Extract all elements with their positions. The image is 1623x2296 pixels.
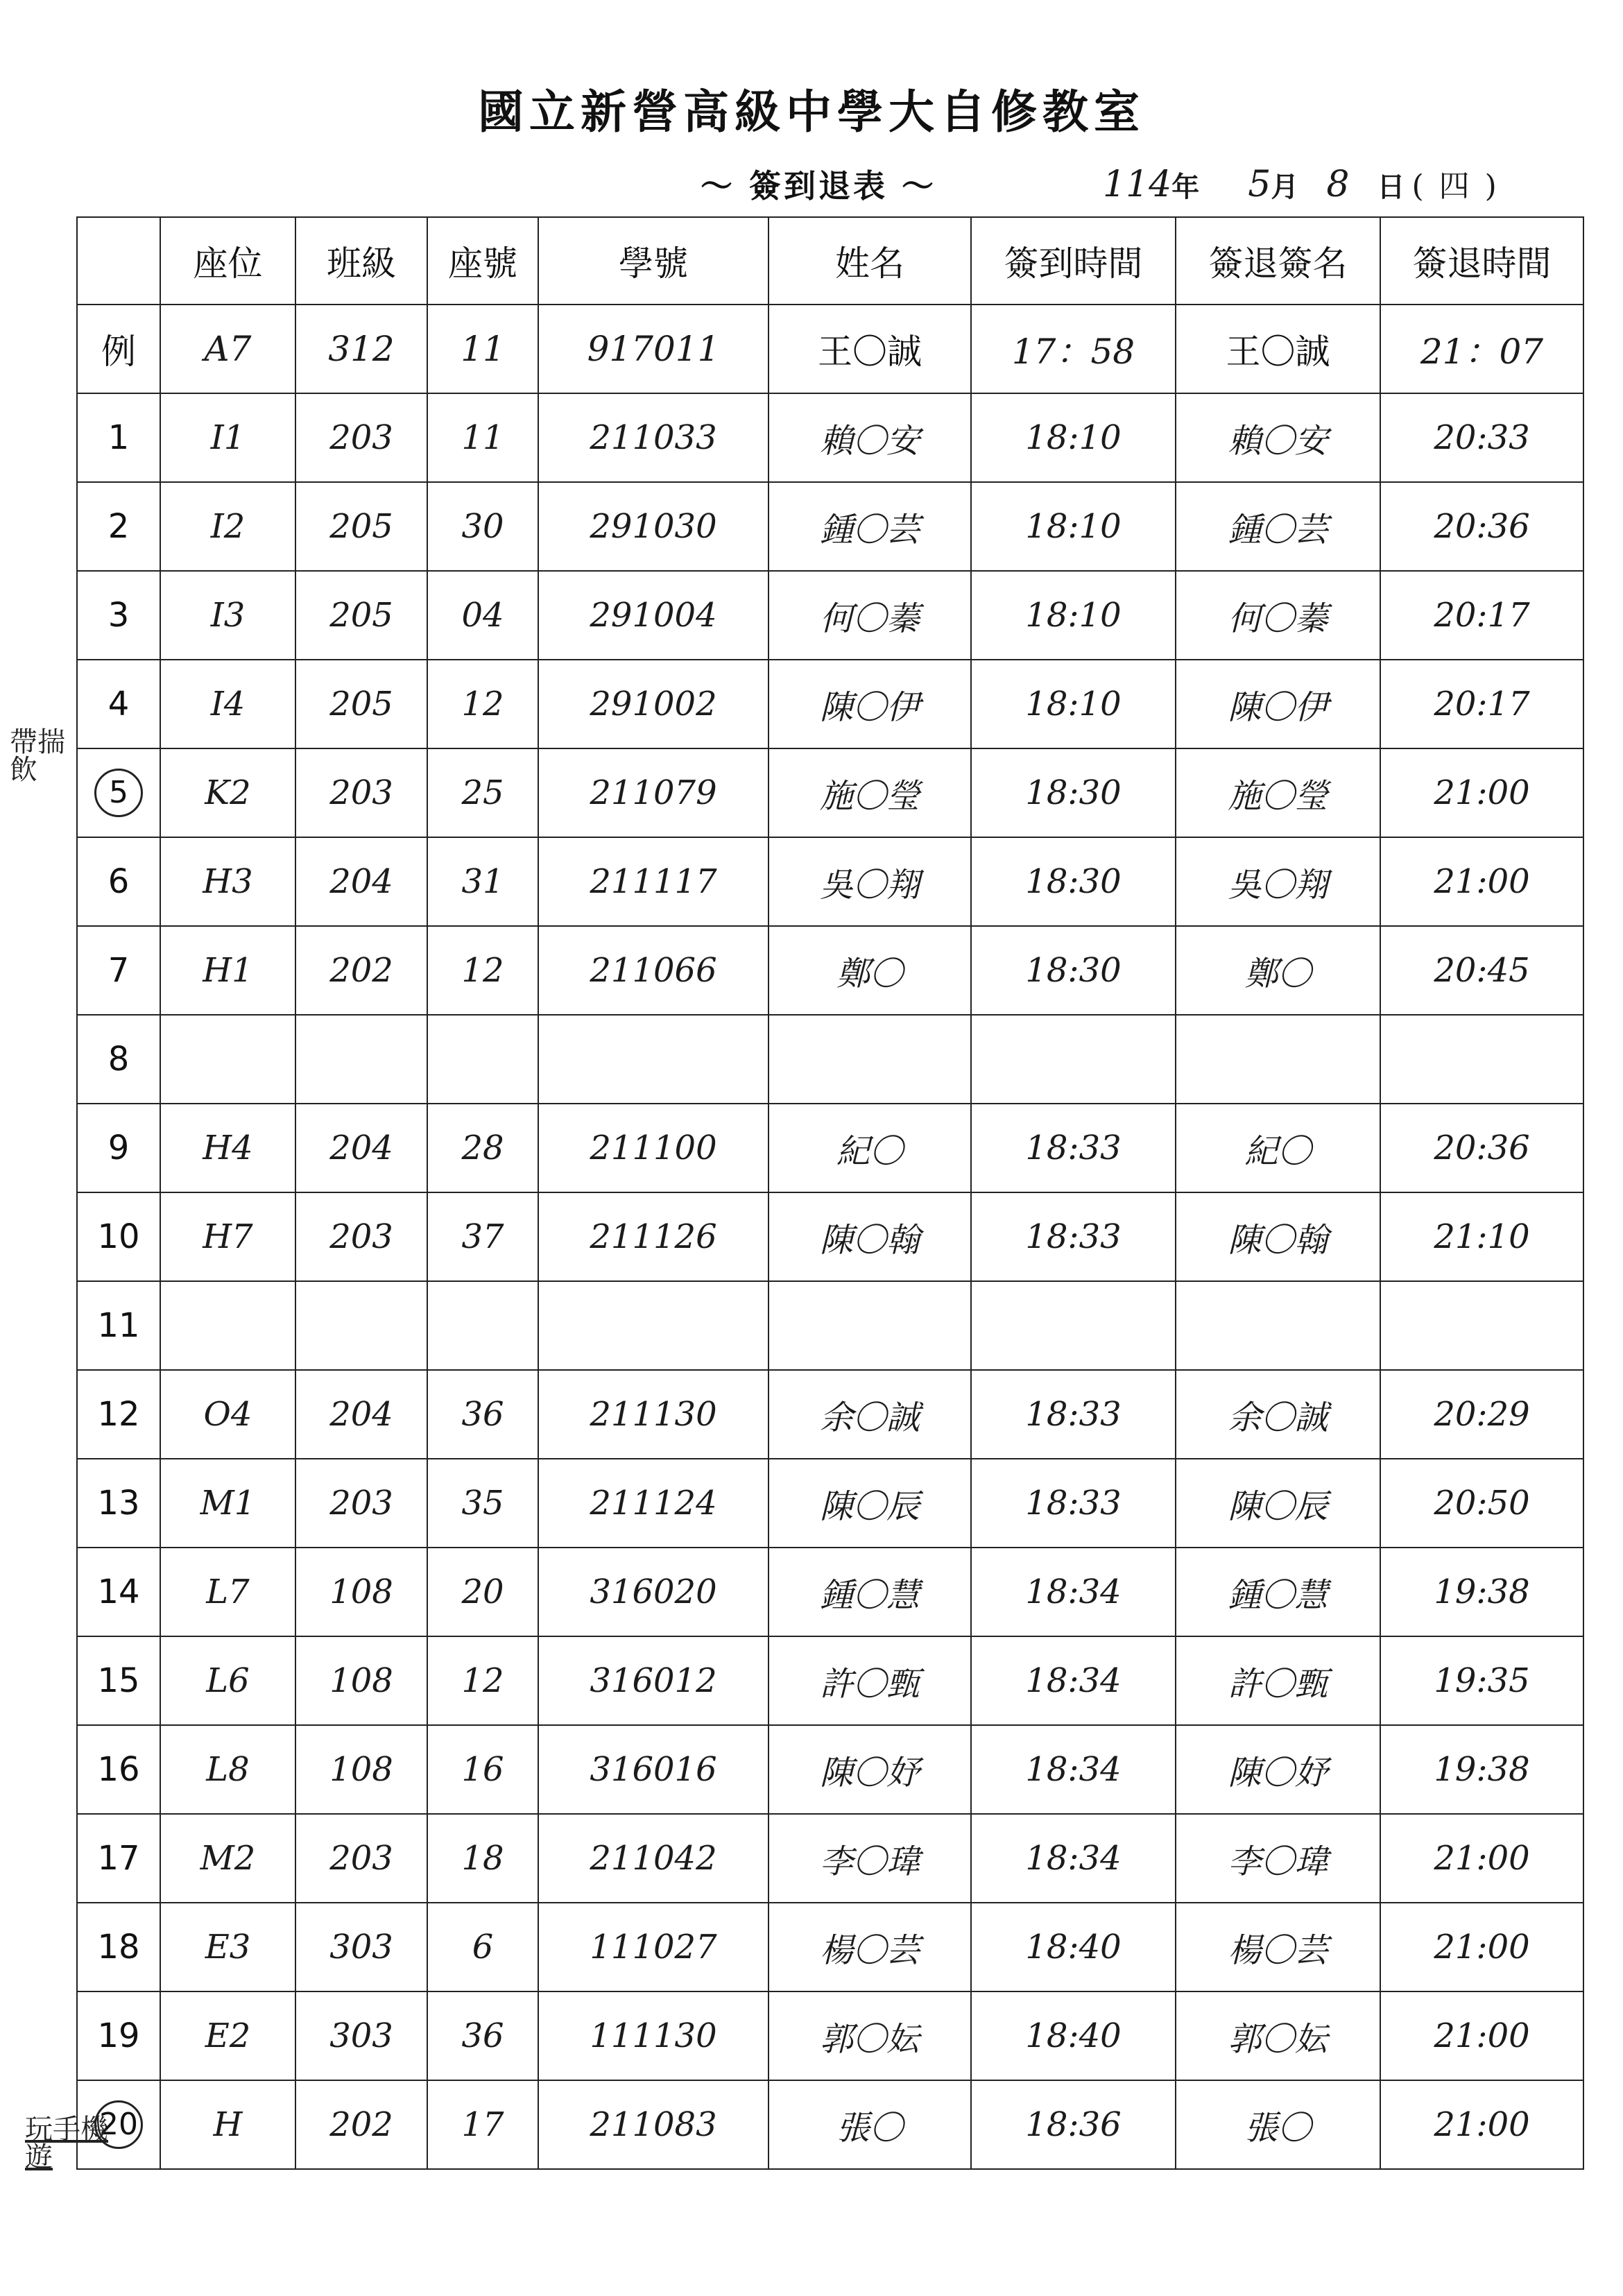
cell-seat: M2 — [160, 1814, 295, 1903]
cell-name: 余〇誠 — [768, 1370, 971, 1459]
cell-name: 陳〇伊 — [768, 660, 971, 748]
cell-checkin-time: 18:33 — [971, 1104, 1176, 1192]
signin-table — [76, 216, 1584, 2170]
cell-row-no: 19 — [77, 1991, 160, 2080]
cell-checkout-time: 21:10 — [1380, 1192, 1583, 1281]
cell-signout-signature: 鍾〇芸 — [1176, 482, 1380, 571]
cell-seat: H1 — [160, 926, 295, 1015]
cell-seat: L8 — [160, 1725, 295, 1814]
cell-checkout-time: 19:38 — [1380, 1548, 1583, 1636]
cell-student-id: 291030 — [538, 482, 768, 571]
cell-row-no: 6 — [77, 837, 160, 926]
cell-signout-signature: 賴〇安 — [1176, 393, 1380, 482]
cell-checkout-time: 21:00 — [1380, 2080, 1583, 2169]
cell-row-no: 14 — [77, 1548, 160, 1636]
cell-checkout-time: 20:29 — [1380, 1370, 1583, 1459]
cell-seat-no — [427, 1015, 538, 1104]
table-row — [77, 1370, 1583, 1459]
cell-seat — [160, 1281, 295, 1370]
table-row — [77, 926, 1583, 1015]
cell-seat — [160, 1015, 295, 1104]
cell-class — [295, 1015, 427, 1104]
example-class: 312 — [295, 305, 427, 393]
col-header-checkout: 簽退時間 — [1380, 217, 1583, 305]
table-row — [77, 1015, 1583, 1104]
cell-checkin-time: 18:30 — [971, 926, 1176, 1015]
cell-checkout-time: 20:50 — [1380, 1459, 1583, 1548]
cell-checkin-time: 18:34 — [971, 1725, 1176, 1814]
cell-checkout-time: 20:33 — [1380, 393, 1583, 482]
margin-note-row5: 帶揣飲 — [10, 726, 65, 786]
cell-signout-signature: 鄭〇 — [1176, 926, 1380, 1015]
cell-checkout-time: 20:17 — [1380, 660, 1583, 748]
table-row — [77, 1636, 1583, 1725]
cell-row-no: 4 — [77, 660, 160, 748]
cell-seat-no: 12 — [427, 660, 538, 748]
table-row — [77, 1814, 1583, 1903]
cell-class: 204 — [295, 837, 427, 926]
cell-class: 108 — [295, 1725, 427, 1814]
table-row — [77, 1459, 1583, 1548]
cell-student-id: 211100 — [538, 1104, 768, 1192]
cell-signout-signature: 何〇蓁 — [1176, 571, 1380, 660]
cell-signout-signature: 郭〇妘 — [1176, 1991, 1380, 2080]
cell-student-id: 211126 — [538, 1192, 768, 1281]
cell-student-id: 211079 — [538, 748, 768, 837]
cell-row-no: 12 — [77, 1370, 160, 1459]
cell-seat-no: 11 — [427, 393, 538, 482]
cell-class: 205 — [295, 571, 427, 660]
cell-checkin-time — [971, 1015, 1176, 1104]
cell-name — [768, 1281, 971, 1370]
col-header-class: 班級 — [295, 217, 427, 305]
cell-class: 204 — [295, 1370, 427, 1459]
cell-student-id: 211117 — [538, 837, 768, 926]
cell-student-id — [538, 1281, 768, 1370]
circled-row-number: 20 — [94, 2100, 143, 2149]
cell-class — [295, 1281, 427, 1370]
cell-signout-signature: 李〇瑋 — [1176, 1814, 1380, 1903]
example-student-id: 917011 — [538, 305, 768, 393]
date-month: 5 — [1248, 164, 1271, 205]
cell-name: 鍾〇慧 — [768, 1548, 971, 1636]
cell-name: 張〇 — [768, 2080, 971, 2169]
cell-seat-no: 20 — [427, 1548, 538, 1636]
cell-checkin-time: 18:34 — [971, 1636, 1176, 1725]
cell-checkin-time: 18:33 — [971, 1192, 1176, 1281]
cell-checkout-time: 20:36 — [1380, 482, 1583, 571]
cell-checkin-time — [971, 1281, 1176, 1370]
cell-seat: H4 — [160, 1104, 295, 1192]
cell-checkin-time: 18:33 — [971, 1370, 1176, 1459]
page-title: 國立新營高級中學大自修教室 — [478, 85, 1145, 139]
cell-signout-signature — [1176, 1281, 1380, 1370]
cell-row-no: 7 — [77, 926, 160, 1015]
cell-class: 205 — [295, 660, 427, 748]
cell-row-no: 11 — [77, 1281, 160, 1370]
cell-seat-no: 30 — [427, 482, 538, 571]
table-row — [77, 571, 1583, 660]
col-header-seat: 座位 — [160, 217, 295, 305]
cell-seat: E3 — [160, 1903, 295, 1991]
cell-row-no: 8 — [77, 1015, 160, 1104]
cell-name: 陳〇妤 — [768, 1725, 971, 1814]
cell-name: 紀〇 — [768, 1104, 971, 1192]
example-seat-no: 11 — [427, 305, 538, 393]
cell-checkin-time: 18:34 — [971, 1548, 1176, 1636]
date-line — [1103, 161, 1512, 205]
cell-row-no: 17 — [77, 1814, 160, 1903]
cell-student-id: 316012 — [538, 1636, 768, 1725]
cell-signout-signature: 施〇瑩 — [1176, 748, 1380, 837]
cell-row-no: 16 — [77, 1725, 160, 1814]
cell-seat: I1 — [160, 393, 295, 482]
cell-seat-no: 36 — [427, 1991, 538, 2080]
cell-class: 203 — [295, 748, 427, 837]
cell-checkin-time: 18:10 — [971, 393, 1176, 482]
date-weekday: (四) — [1411, 169, 1512, 204]
cell-seat-no: 6 — [427, 1903, 538, 1991]
cell-seat: I4 — [160, 660, 295, 748]
table-row — [77, 1991, 1583, 2080]
cell-row-no: 3 — [77, 571, 160, 660]
circled-row-number: 5 — [94, 769, 143, 817]
cell-seat-no: 31 — [427, 837, 538, 926]
cell-class: 203 — [295, 1459, 427, 1548]
cell-checkout-time: 21:00 — [1380, 837, 1583, 926]
cell-seat: H7 — [160, 1192, 295, 1281]
cell-seat-no: 12 — [427, 1636, 538, 1725]
cell-signout-signature: 陳〇辰 — [1176, 1459, 1380, 1548]
cell-seat-no: 25 — [427, 748, 538, 837]
cell-seat-no: 04 — [427, 571, 538, 660]
cell-seat-no: 37 — [427, 1192, 538, 1281]
cell-seat: H — [160, 2080, 295, 2169]
cell-checkout-time: 21:00 — [1380, 1903, 1583, 1991]
cell-name: 吳〇翔 — [768, 837, 971, 926]
cell-name: 陳〇辰 — [768, 1459, 971, 1548]
cell-checkout-time: 21:00 — [1380, 748, 1583, 837]
cell-student-id: 111130 — [538, 1991, 768, 2080]
table-row — [77, 1192, 1583, 1281]
cell-signout-signature: 陳〇翰 — [1176, 1192, 1380, 1281]
cell-student-id: 211083 — [538, 2080, 768, 2169]
col-header-student-id: 學號 — [538, 217, 768, 305]
cell-student-id: 211042 — [538, 1814, 768, 1903]
cell-checkin-time: 18:36 — [971, 2080, 1176, 2169]
cell-signout-signature: 紀〇 — [1176, 1104, 1380, 1192]
col-header-checkin: 簽到時間 — [971, 217, 1176, 305]
table-row — [77, 2080, 1583, 2169]
date-year: 114 — [1103, 164, 1172, 205]
cell-student-id: 211130 — [538, 1370, 768, 1459]
cell-seat-no: 28 — [427, 1104, 538, 1192]
cell-checkin-time: 18:30 — [971, 748, 1176, 837]
col-header-name: 姓名 — [768, 217, 971, 305]
cell-row-no: 15 — [77, 1636, 160, 1725]
cell-checkout-time: 21:00 — [1380, 1814, 1583, 1903]
cell-checkout-time: 19:35 — [1380, 1636, 1583, 1725]
cell-checkin-time: 18:40 — [971, 1903, 1176, 1991]
cell-row-no: 1 — [77, 393, 160, 482]
table-row — [77, 1903, 1583, 1991]
cell-checkin-time: 18:10 — [971, 482, 1176, 571]
cell-checkout-time: 20:36 — [1380, 1104, 1583, 1192]
cell-seat-no — [427, 1281, 538, 1370]
cell-row-no: 2 — [77, 482, 160, 571]
cell-checkout-time — [1380, 1281, 1583, 1370]
cell-signout-signature: 許〇甄 — [1176, 1636, 1380, 1725]
cell-checkin-time: 18:10 — [971, 571, 1176, 660]
cell-row-no: 18 — [77, 1903, 160, 1991]
cell-student-id: 211066 — [538, 926, 768, 1015]
date-year-unit: 年 — [1171, 171, 1200, 203]
cell-class: 303 — [295, 1903, 427, 1991]
cell-checkin-time: 18:34 — [971, 1814, 1176, 1903]
col-header-seat-no: 座號 — [427, 217, 538, 305]
example-signout: 王〇誠 — [1176, 305, 1380, 393]
cell-class: 202 — [295, 926, 427, 1015]
cell-class: 205 — [295, 482, 427, 571]
date-day-unit: 日 — [1377, 171, 1405, 203]
example-seat: A7 — [160, 305, 295, 393]
cell-signout-signature: 楊〇芸 — [1176, 1903, 1380, 1991]
cell-seat: O4 — [160, 1370, 295, 1459]
cell-signout-signature: 陳〇妤 — [1176, 1725, 1380, 1814]
cell-name: 郭〇妘 — [768, 1991, 971, 2080]
cell-name: 李〇瑋 — [768, 1814, 971, 1903]
table-row — [77, 748, 1583, 837]
cell-seat-no: 36 — [427, 1370, 538, 1459]
date-month-unit: 月 — [1271, 171, 1299, 203]
cell-row-no — [77, 748, 160, 837]
cell-name: 何〇蓁 — [768, 571, 971, 660]
cell-signout-signature: 鍾〇慧 — [1176, 1548, 1380, 1636]
cell-row-no: 10 — [77, 1192, 160, 1281]
cell-signout-signature — [1176, 1015, 1380, 1104]
cell-student-id — [538, 1015, 768, 1104]
table-row — [77, 1548, 1583, 1636]
example-checkout: 21：07 — [1380, 305, 1583, 393]
cell-checkin-time: 18:10 — [971, 660, 1176, 748]
example-name: 王〇誠 — [768, 305, 971, 393]
cell-signout-signature: 吳〇翔 — [1176, 837, 1380, 926]
cell-name: 許〇甄 — [768, 1636, 971, 1725]
cell-checkin-time: 18:40 — [971, 1991, 1176, 2080]
cell-name: 鄭〇 — [768, 926, 971, 1015]
cell-seat-no: 12 — [427, 926, 538, 1015]
cell-checkout-time: 19:38 — [1380, 1725, 1583, 1814]
cell-student-id: 316016 — [538, 1725, 768, 1814]
cell-seat: L6 — [160, 1636, 295, 1725]
date-day: 8 — [1326, 164, 1350, 205]
cell-seat: H3 — [160, 837, 295, 926]
cell-seat: I2 — [160, 482, 295, 571]
margin-note-row20 — [25, 2116, 129, 2171]
example-checkin: 17：58 — [971, 305, 1176, 393]
cell-name: 施〇瑩 — [768, 748, 971, 837]
cell-checkout-time — [1380, 1015, 1583, 1104]
cell-seat: M1 — [160, 1459, 295, 1548]
cell-seat: I3 — [160, 571, 295, 660]
example-no: 例 — [77, 305, 160, 393]
cell-class: 203 — [295, 1192, 427, 1281]
cell-signout-signature: 陳〇伊 — [1176, 660, 1380, 748]
table-row — [77, 1281, 1583, 1370]
cell-student-id: 291002 — [538, 660, 768, 748]
cell-signout-signature: 張〇 — [1176, 2080, 1380, 2169]
cell-seat: E2 — [160, 1991, 295, 2080]
cell-signout-signature: 余〇誠 — [1176, 1370, 1380, 1459]
cell-row-no: 9 — [77, 1104, 160, 1192]
col-header-signout: 簽退簽名 — [1176, 217, 1380, 305]
cell-class: 204 — [295, 1104, 427, 1192]
cell-class: 203 — [295, 1814, 427, 1903]
cell-checkout-time: 20:17 — [1380, 571, 1583, 660]
margin-note-row20-text: 玩手機遊 — [25, 2114, 108, 2173]
table-row — [77, 837, 1583, 926]
example-row — [77, 305, 1583, 393]
cell-name: 陳〇翰 — [768, 1192, 971, 1281]
cell-class: 203 — [295, 393, 427, 482]
table-row — [77, 1104, 1583, 1192]
cell-seat-no: 18 — [427, 1814, 538, 1903]
cell-student-id: 211033 — [538, 393, 768, 482]
table-row — [77, 1725, 1583, 1814]
cell-student-id: 111027 — [538, 1903, 768, 1991]
cell-class: 108 — [295, 1636, 427, 1725]
cell-name: 賴〇安 — [768, 393, 971, 482]
cell-seat: L7 — [160, 1548, 295, 1636]
cell-checkout-time: 21:00 — [1380, 1991, 1583, 2080]
cell-name: 鍾〇芸 — [768, 482, 971, 571]
cell-name — [768, 1015, 971, 1104]
cell-checkin-time: 18:33 — [971, 1459, 1176, 1548]
cell-class: 202 — [295, 2080, 427, 2169]
cell-class: 108 — [295, 1548, 427, 1636]
table-row — [77, 482, 1583, 571]
cell-seat-no: 17 — [427, 2080, 538, 2169]
cell-checkin-time: 18:30 — [971, 837, 1176, 926]
page-subtitle: 〜 簽到退表 〜 — [701, 167, 937, 205]
table-row — [77, 660, 1583, 748]
cell-seat-no: 35 — [427, 1459, 538, 1548]
cell-row-no: 13 — [77, 1459, 160, 1548]
table-header-row — [77, 217, 1583, 305]
cell-seat-no: 16 — [427, 1725, 538, 1814]
cell-checkout-time: 20:45 — [1380, 926, 1583, 1015]
table-row — [77, 393, 1583, 482]
cell-seat: K2 — [160, 748, 295, 837]
cell-student-id: 291004 — [538, 571, 768, 660]
cell-class: 303 — [295, 1991, 427, 2080]
cell-student-id: 316020 — [538, 1548, 768, 1636]
col-header-no — [77, 217, 160, 305]
cell-student-id: 211124 — [538, 1459, 768, 1548]
cell-name: 楊〇芸 — [768, 1903, 971, 1991]
